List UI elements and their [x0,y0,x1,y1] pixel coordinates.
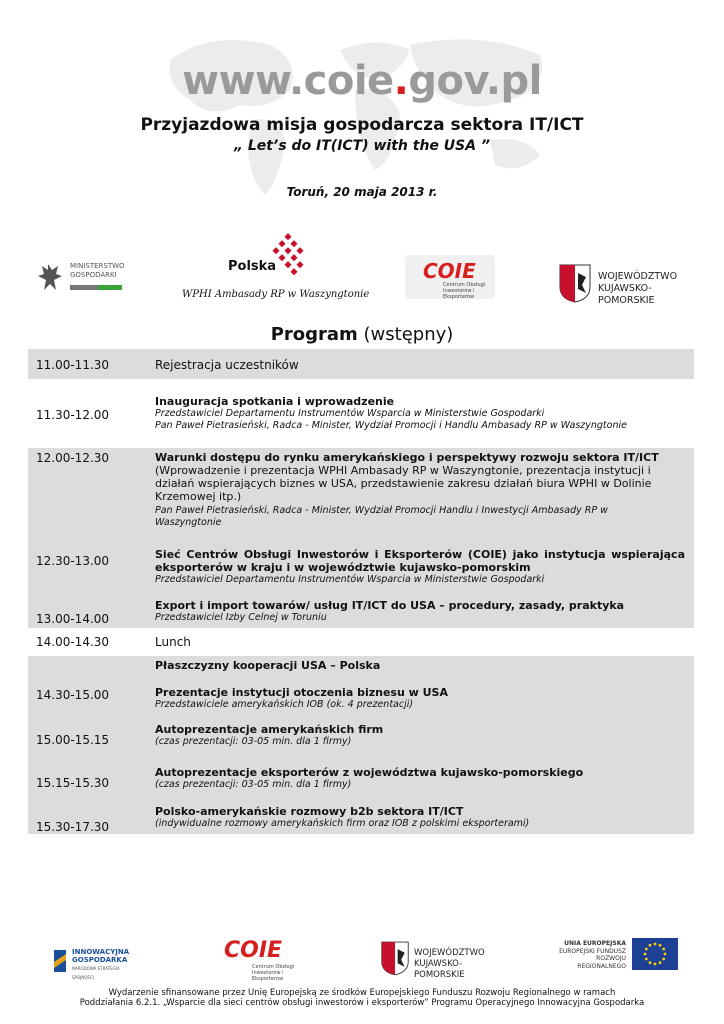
wphi-caption: WPHI Ambasady RP w Waszyngtonie [182,289,370,300]
ue-line1: UNIA EUROPEJSKA [564,940,626,947]
program-heading: Program (wstępny) [270,324,454,345]
ig-flag-icon [52,948,68,974]
document-title: Przyjazdowa misja gospodarcza sektora IT/ICT [140,115,584,135]
eu-flag-icon [632,938,678,970]
ue-line3: ROZWOJU REGIONALNEGO [577,955,626,970]
ministerstwo-line2: GOSPODARKI [70,271,117,279]
ig-line2: GOSPODARKA [72,956,128,964]
coie-logo [405,255,495,299]
ministerstwo-logo [30,258,130,302]
polska-pattern-icon [268,232,310,282]
document-subtitle: „ Let’s do IT(ICT) with the USA ” [234,138,490,154]
innowacyjna-gospodarka-logo [52,944,142,978]
polska-wordmark: Polska [228,259,277,274]
unia-europejska-logo [548,932,683,976]
ig-line3: NARODOWA STRATEGIA SPÓJNOŚCI [72,966,120,980]
ig-line1: INNOWACYJNA [72,948,130,956]
schedule-row: 14.00-14.30 Lunch [36,635,191,649]
kujawsko-pomorskie-footer-logo: WOJEWÓDZTWO KUJAWSKO-POMORSKIE [380,940,510,976]
kujawsko-pomorskie-logo [558,263,708,306]
coie-wordmark: COIE [423,259,476,283]
coat-of-arms-icon [558,263,592,303]
coat-of-arms-icon [380,940,410,976]
footer-note: Wydarzenie sfinansowane przez Unię Europejską ze środków Europejskiego Funduszu Rozwoju Regionalnego w ramach Poddziałania 6.2.1. „Wsparcie dla sieci centrów obsługi inwestorów i eksporterów” Programu Operacyjnego Innowacyjna Gospodarka [79,988,645,1008]
coie-sub2: Inwestorów i Eksporterów [443,288,475,300]
event-date: Toruń, 20 maja 2013 r. [286,185,438,199]
schedule-row: 11.00-11.30 Rejestracja uczestników [28,349,694,379]
ue-line2: EUROPEJSKI FUNDUSZ [559,947,626,955]
coie-footer-logo: COIE Centrum Obsługi Inwestorów i Eksporterów [224,938,295,982]
schedule-row: Płaszczyzny kooperacji USA – Polska 14.30-15.00 Prezentacje instytucji otoczenia biznesu w USA Przedstawiciele amerykańskich IOB (ok. 4 prezentacji) 15.00-15.15 Autoprezentacje amerykańskich firm (czas prezentacji: 03-05 min. dla 1 firmy) 15.15-15.30 Autoprezentacje eksporterów z województwa kujawsko-pomorskiego (czas prezentacji: 03-05 min. dla 1 firmy) 15.30-17.30 Polsko-amerykańskie rozmowy b2b sektora IT/ICT (indywidualne rozmowy amerykańskich firm oraz IOB z polskimi eksporterami) [28,656,694,834]
kujawy-line2: KUJAWSKO-POMORSKIE [598,283,655,306]
polska-logo [226,232,316,284]
schedule-row: 12.00-12.30 Warunki dostępu do rynku amerykańskiego i perspektywy rozwoju sektora IT/ICT (Wprowadzenie i prezentacja WPHI Ambasady RP w Waszyngtonie, prezentacja instytucji i działań wspierających biznes w USA, przedstawienie zakresu działań biura WPHI w Dolinie Krzemowej itp.) Pan Paweł Pietrasieński, Radca - Minister, Wydział Promocji Handlu i Inwestycji Ambasady RP w Waszyngtonie 12.30-13.00 Sieć Centrów Obsługi Inwestorów i Eksporterów (COIE) jako instytucja wspierająca eksporterów w kraju i w województwie kujawsko-pomorskim Przedstawiciel Departamentu Instrumentów Wsparcia w Ministerstwie Gospodarki 13.00-14.00 Export i import towarów/ usług IT/ICT do USA – procedury, zasady, praktyka Przedstawiciel Izby Celnej w Toruniu [28,448,694,628]
kujawy-line1: WOJEWÓDZTWO [598,271,678,282]
coie-sub1: Centrum Obsługi [443,282,486,288]
schedule-row: 11.30-12.00 Inauguracja spotkania i wprowadzenie Przedstawiciel Departamentu Instrumentów Wsparcia w Ministerstwie Gospodarki Pan Paweł Pietrasieński, Radca - Minister, Wydział Promocji i Handlu Ambasady RP w Waszyngtonie [36,395,627,431]
site-url[interactable]: www.coie.gov.pl [182,58,542,104]
ministerstwo-line1: MINISTERSTWO [70,262,125,270]
